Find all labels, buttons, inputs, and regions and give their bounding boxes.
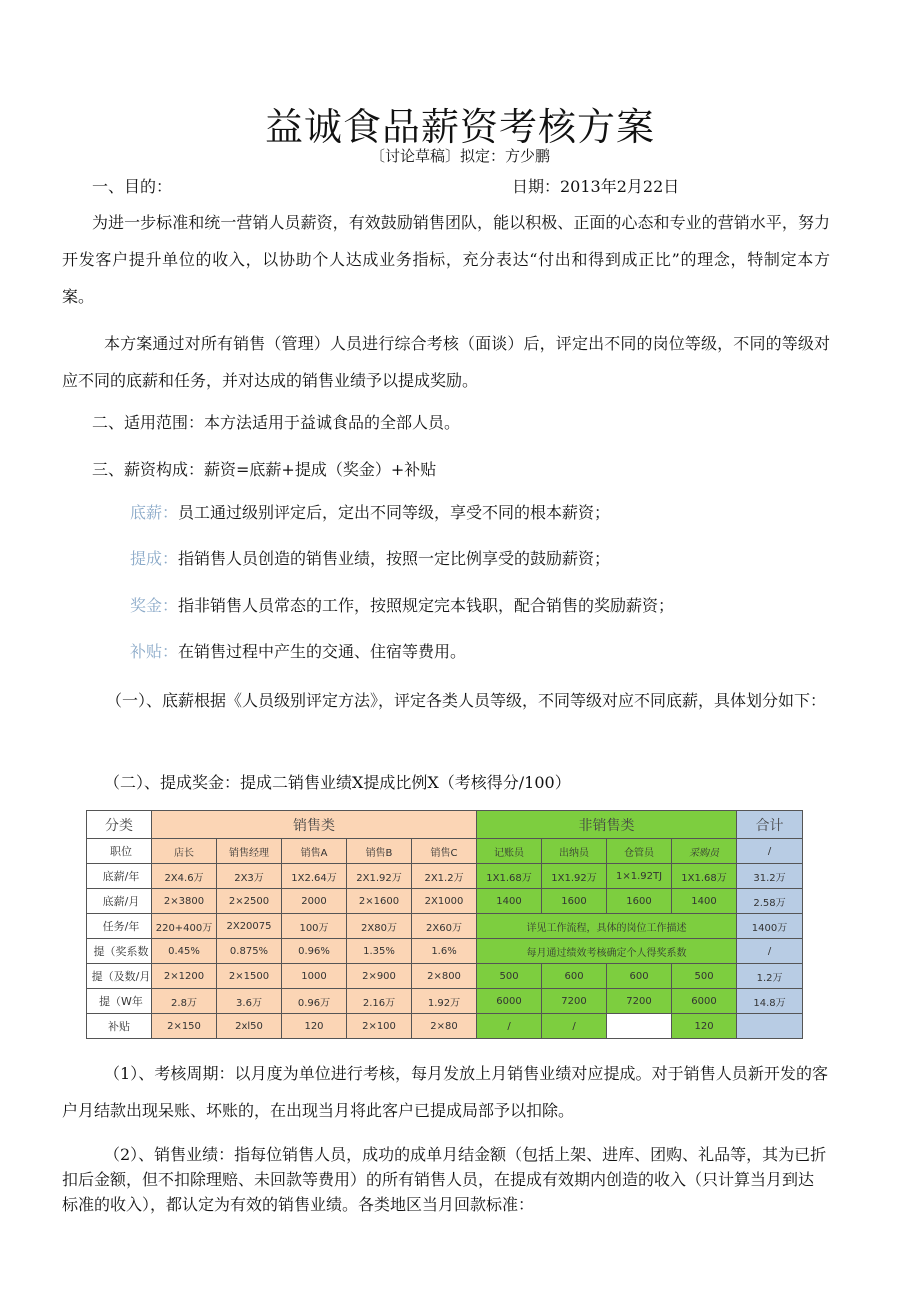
- salary-table: [86, 810, 803, 1039]
- definition-term: 补贴：: [130, 642, 179, 661]
- table-cell: 2000: [282, 889, 347, 914]
- sales-group-header: 销售类: [152, 811, 477, 839]
- table-cell: /: [737, 939, 803, 964]
- table-cell: 出纳员: [542, 839, 607, 864]
- table-cell: 500: [477, 964, 542, 989]
- table-row: [87, 939, 803, 964]
- table-cell: 6000: [477, 989, 542, 1014]
- row-label: 补贴: [87, 1014, 152, 1039]
- section-purpose-heading: 一、目的：: [92, 177, 173, 196]
- page-title: 益诚食品薪资考核方案: [264, 105, 655, 149]
- definition-commission: [130, 546, 610, 569]
- row-label: 提（及数/月: [87, 964, 152, 989]
- table-cell: 100万: [282, 914, 347, 939]
- table-cell-merged: 详见工作流程，具体的岗位工作描述: [477, 914, 737, 939]
- page-subtitle: 〔讨论草稿〕拟定：方少鹏: [369, 147, 550, 165]
- table-row: [87, 889, 803, 914]
- table-cell: 6000: [672, 989, 737, 1014]
- definition-text: 指非销售人员常态的工作，按照规定完本钱职，配合销售的奖励薪资；: [178, 596, 675, 615]
- definition-term: 奖金：: [130, 596, 179, 615]
- table-row: [87, 1014, 803, 1039]
- table-cell: 2×1200: [152, 964, 217, 989]
- table-cell: 14.8万: [737, 989, 803, 1014]
- table-header-row: [87, 811, 803, 839]
- total-header: 合计: [737, 811, 803, 839]
- table-cell: 2.8万: [152, 989, 217, 1014]
- table-cell: 2X1000: [412, 889, 477, 914]
- table-cell: 500: [672, 964, 737, 989]
- table-cell: 2×1500: [217, 964, 282, 989]
- definition-allowance: [130, 639, 466, 662]
- table-cell: 1.35%: [347, 939, 412, 964]
- table-cell: 销售A: [282, 839, 347, 864]
- row-label: 职位: [87, 839, 152, 864]
- category-header: 分类: [87, 811, 152, 839]
- nonsales-group-header: 非销售类: [477, 811, 737, 839]
- table-cell: 31.2万: [737, 864, 803, 889]
- table-cell: 2X3万: [217, 864, 282, 889]
- table-cell: 600: [542, 964, 607, 989]
- table-cell: 2X4.6万: [152, 864, 217, 889]
- table-cell: 2X1.2万: [412, 864, 477, 889]
- table-cell: 1.2万: [737, 964, 803, 989]
- table-cell: 1400: [477, 889, 542, 914]
- table-cell: 1400: [672, 889, 737, 914]
- table-row: [87, 964, 803, 989]
- table-cell: 1.6%: [412, 939, 477, 964]
- table-cell: 2×900: [347, 964, 412, 989]
- definition-text: 员工通过级别评定后，定出不同等级，享受不同的根本薪资；: [178, 503, 611, 522]
- row-label: 任务/年: [87, 914, 152, 939]
- table-cell: 2xl50: [217, 1014, 282, 1039]
- table-cell: 2×100: [347, 1014, 412, 1039]
- table-cell: 0.875%: [217, 939, 282, 964]
- table-cell: 2.58万: [737, 889, 803, 914]
- table-cell: 1400万: [737, 914, 803, 939]
- sub-base-salary: （一）、底薪根据《人员级别评定方法》，评定各类人员等级，不同等级对应不同底薪，具体划分如下：: [106, 691, 827, 710]
- table-cell: 600: [607, 964, 672, 989]
- table-cell: 1X1.68万: [672, 864, 737, 889]
- purpose-paragraph: 为进一步标准和统一营销人员薪资，有效鼓励销售团队，能以积极、正面的心态和专业的营销水平，努力开发客户提升单位的收入，以协助个人达成业务指标，充分表达“付出和得到成正比”的理念，特制定本方案。: [62, 213, 830, 306]
- table-row: [87, 914, 803, 939]
- table-cell: 2X60万: [412, 914, 477, 939]
- sub-commission-formula: （二）、提成奖金：提成二销售业绩X提成比例X（考核得分/100）: [104, 773, 571, 792]
- table-cell: 0.96%: [282, 939, 347, 964]
- table-cell: 220+400万: [152, 914, 217, 939]
- item-assessment-cycle: （1）、考核周期：以月度为单位进行考核，每月发放上月销售业绩对应提成。对于销售人员新开发的客户月结款出现呆账、坏账的，在出现当月将此客户已提成局部予以扣除。: [62, 1064, 828, 1120]
- section-composition: 三、薪资构成：薪资=底薪+提成（奖金）+补贴: [92, 460, 437, 479]
- table-cell: 2×150: [152, 1014, 217, 1039]
- table-cell: 2×1600: [347, 889, 412, 914]
- table-cell: 0.96万: [282, 989, 347, 1014]
- table-row: [87, 839, 803, 864]
- table-cell: 1600: [607, 889, 672, 914]
- method-paragraph: 本方案通过对所有销售（管理）人员进行综合考核（面谈）后，评定出不同的岗位等级，不同的等级对应不同的底薪和任务，并对达成的销售业绩予以提成奖励。: [62, 334, 830, 390]
- table-row: [87, 989, 803, 1014]
- table-cell: [607, 1014, 672, 1039]
- table-cell: 1X1.92万: [542, 864, 607, 889]
- table-cell: 1.92万: [412, 989, 477, 1014]
- table-cell: 2.16万: [347, 989, 412, 1014]
- document-date: 日期：2013年2月22日: [512, 177, 680, 196]
- table-cell: 3.6万: [217, 989, 282, 1014]
- table-cell: 2×80: [412, 1014, 477, 1039]
- table-cell: 仓管员: [607, 839, 672, 864]
- table-cell: 销售B: [347, 839, 412, 864]
- definition-base-salary: [130, 500, 610, 523]
- table-cell: 2×2500: [217, 889, 282, 914]
- definition-term: 底薪：: [130, 503, 179, 522]
- table-cell: 销售经理: [217, 839, 282, 864]
- table-cell: 2X80万: [347, 914, 412, 939]
- table-row: [87, 864, 803, 889]
- definition-text: 在销售过程中产生的交通、住宿等费用。: [178, 642, 467, 661]
- table-cell: 2×3800: [152, 889, 217, 914]
- table-cell: 2×800: [412, 964, 477, 989]
- table-cell: 7200: [607, 989, 672, 1014]
- table-cell: /: [542, 1014, 607, 1039]
- row-label: 提（奖系数: [87, 939, 152, 964]
- table-cell: 1000: [282, 964, 347, 989]
- table-cell: 采购员: [672, 839, 737, 864]
- table-cell: 2X1.92万: [347, 864, 412, 889]
- row-label: 底薪/年: [87, 864, 152, 889]
- row-label: 提（W年: [87, 989, 152, 1014]
- table-cell: 1X1.68万: [477, 864, 542, 889]
- definition-term: 提成：: [130, 549, 179, 568]
- table-cell: 店长: [152, 839, 217, 864]
- table-cell: 0.45%: [152, 939, 217, 964]
- section-scope: 二、适用范围：本方法适用于益诚食品的全部人员。: [92, 413, 461, 432]
- table-cell: /: [737, 839, 803, 864]
- item-sales-performance: （2）、销售业绩：指每位销售人员，成功的成单月结金额（包括上架、进库、团购、礼品等，其为已折扣后金额，但不扣除理赔、未回款等费用）的所有销售人员，在提成有效期内创造的收入（只计算当月到达标准的收入），都认定为有效的销售业绩。各类地区当月回款标准：: [62, 1145, 827, 1214]
- table-cell-merged: 每月通过绩效考核确定个人得奖系数: [477, 939, 737, 964]
- table-cell: [737, 1014, 803, 1039]
- table-cell: 7200: [542, 989, 607, 1014]
- table-cell: 1600: [542, 889, 607, 914]
- row-label: 底薪/月: [87, 889, 152, 914]
- definition-bonus: [130, 593, 674, 616]
- table-cell: 销售C: [412, 839, 477, 864]
- table-cell: 120: [672, 1014, 737, 1039]
- definition-text: 指销售人员创造的销售业绩，按照一定比例享受的鼓励薪资；: [178, 549, 611, 568]
- table-cell: /: [477, 1014, 542, 1039]
- table-cell: 120: [282, 1014, 347, 1039]
- table-cell: 1×1.92TJ: [607, 864, 672, 889]
- table-cell: 记账员: [477, 839, 542, 864]
- table-cell: 1X2.64万: [282, 864, 347, 889]
- table-cell: 2X20075: [217, 914, 282, 939]
